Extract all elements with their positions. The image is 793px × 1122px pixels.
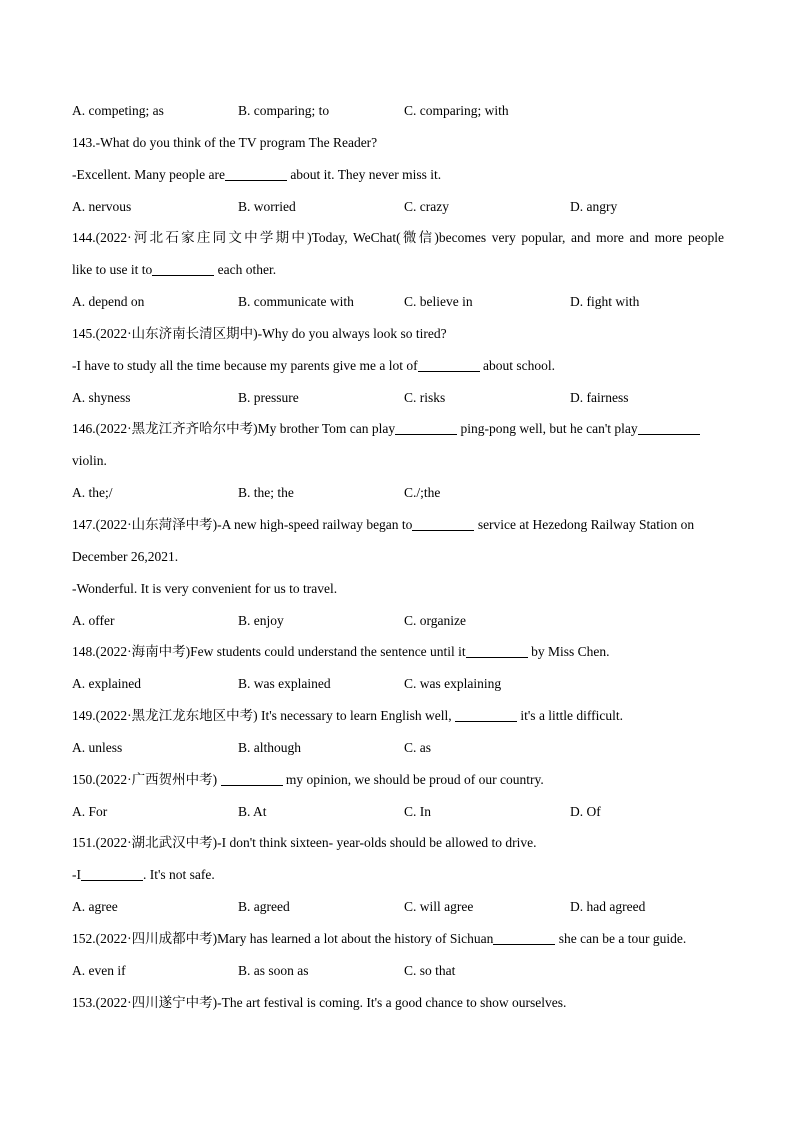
question-text: my opinion, we should be proud of our country. [282, 771, 544, 787]
option-a[interactable]: A. shyness [72, 389, 131, 405]
options-145 [72, 382, 724, 414]
options-149 [72, 732, 724, 764]
question-text: it's a little difficult. [517, 708, 624, 724]
options-143 [72, 191, 724, 223]
answer-blank[interactable] [418, 357, 480, 372]
option-a[interactable]: A. depend on [72, 294, 145, 310]
answer-text: -I [72, 867, 81, 883]
option-c[interactable]: C. was explaining [404, 676, 502, 692]
option-b[interactable]: B. although [238, 739, 301, 755]
question-146-stem [72, 413, 724, 445]
question-153-stem: 153.(2022·四川遂宁中考)-The art festival is coming. It's a good chance to show ourselves. [72, 994, 567, 1010]
question-150-stem [72, 764, 724, 796]
options-144 [72, 286, 724, 318]
question-text: 149.(2022·黑龙江龙东地区中考) It's necessary to learn English well, [72, 708, 455, 724]
option-b[interactable]: B. comparing; to [238, 103, 330, 118]
question-145-answer [72, 350, 724, 382]
question-144-stem-cont [72, 254, 724, 286]
option-c[interactable]: C./;the [404, 485, 441, 501]
options-146 [72, 477, 724, 509]
option-c[interactable]: C. comparing; with [404, 103, 509, 118]
question-151-stem: 151.(2022·湖北武汉中考)-I don't think sixteen- year-olds should be allowed to drive. [72, 835, 537, 851]
option-d[interactable]: D. had agreed [570, 899, 646, 915]
option-d[interactable]: D. fight with [570, 294, 640, 310]
answer-text: -Excellent. Many people are [72, 166, 225, 182]
option-d[interactable]: D. angry [570, 198, 618, 214]
options-151 [72, 891, 724, 923]
question-147-stem-cont: December 26,2021. [72, 548, 179, 564]
question-text: she can be a tour guide. [555, 930, 687, 946]
option-b[interactable]: B. agreed [238, 899, 290, 915]
question-148-stem [72, 636, 724, 668]
option-b[interactable]: B. was explained [238, 676, 331, 692]
option-a[interactable]: A. agree [72, 899, 118, 915]
question-143-answer [72, 159, 724, 191]
option-a[interactable]: A. the;/ [72, 485, 113, 501]
answer-blank[interactable] [412, 516, 474, 531]
question-149-stem [72, 700, 724, 732]
question-text: 148.(2022·海南中考)Few students could understand the sentence until it [72, 644, 466, 660]
option-c[interactable]: C. as [404, 739, 431, 755]
option-b[interactable]: B. worried [238, 198, 296, 214]
answer-blank-2[interactable] [638, 420, 700, 435]
option-a[interactable]: A. offer [72, 612, 115, 628]
option-a[interactable]: A. even if [72, 962, 126, 978]
answer-blank[interactable] [493, 930, 555, 945]
question-147-reply: -Wonderful. It is very convenient for us to travel. [72, 580, 338, 596]
question-text: 152.(2022·四川成都中考)Mary has learned a lot about the history of Sichuan [72, 930, 494, 946]
question-text: like to use it to [72, 262, 153, 278]
answer-blank[interactable] [152, 261, 214, 276]
option-c[interactable]: C. organize [404, 612, 466, 628]
option-a[interactable]: A. competing; as [72, 103, 164, 118]
answer-text: about school. [479, 357, 556, 373]
question-text: 150.(2022·广西贺州中考) [72, 771, 221, 787]
answer-text: -I have to study all the time because my parents give me a lot of [72, 357, 418, 373]
answer-blank[interactable] [225, 166, 287, 181]
answer-blank[interactable] [455, 707, 517, 722]
option-c[interactable]: C. In [404, 803, 431, 819]
options-147 [72, 605, 724, 637]
question-text: by Miss Chen. [527, 644, 610, 660]
question-text: 146.(2022·黑龙江齐齐哈尔中考)My brother Tom can play [72, 421, 396, 437]
question-text: 147.(2022·山东菏泽中考)-A new high-speed railway began to [72, 516, 413, 532]
option-b[interactable]: B. as soon as [238, 962, 309, 978]
option-b[interactable]: B. At [238, 803, 267, 819]
question-152-stem [72, 923, 724, 955]
options-150 [72, 796, 724, 828]
question-146-stem-cont: violin. [72, 453, 107, 469]
answer-blank[interactable] [466, 643, 528, 658]
options-148 [72, 668, 724, 700]
question-151-answer [72, 859, 724, 891]
question-page [72, 95, 724, 1018]
option-c[interactable]: C. risks [404, 389, 446, 405]
option-c[interactable]: C. crazy [404, 198, 449, 214]
option-c[interactable]: C. will agree [404, 899, 474, 915]
answer-blank[interactable] [81, 866, 143, 881]
option-a[interactable]: A. For [72, 803, 108, 819]
option-c[interactable]: C. believe in [404, 294, 473, 310]
question-text: service at Hezedong Railway Station on [474, 516, 695, 532]
option-b[interactable]: B. communicate with [238, 294, 354, 310]
answer-blank[interactable] [221, 771, 283, 786]
option-b[interactable]: B. pressure [238, 389, 299, 405]
question-143-stem: 143.-What do you think of the TV program The Reader? [72, 134, 378, 150]
answer-text: about it. They never miss it. [286, 166, 442, 182]
option-c[interactable]: C. so that [404, 962, 456, 978]
option-b[interactable]: B. the; the [238, 485, 294, 501]
question-text: each other. [214, 262, 277, 278]
option-a[interactable]: A. explained [72, 676, 141, 692]
option-a[interactable]: A. unless [72, 739, 123, 755]
question-144-stem: 144.(2022·河北石家庄同文中学期中)Today, WeChat(微信)becomes very popular, and more and more people [72, 230, 724, 246]
answer-blank-1[interactable] [395, 420, 457, 435]
option-b[interactable]: B. enjoy [238, 612, 284, 628]
option-a[interactable]: A. nervous [72, 198, 132, 214]
option-d[interactable]: D. fairness [570, 389, 629, 405]
options-152 [72, 955, 724, 987]
answer-text: . It's not safe. [143, 867, 215, 883]
question-text: ping-pong well, but he can't play [457, 421, 638, 437]
question-145-stem: 145.(2022·山东济南长清区期中)-Why do you always look so tired? [72, 325, 447, 341]
options-142 [72, 95, 724, 127]
question-147-stem [72, 509, 724, 541]
option-d[interactable]: D. Of [570, 803, 601, 819]
